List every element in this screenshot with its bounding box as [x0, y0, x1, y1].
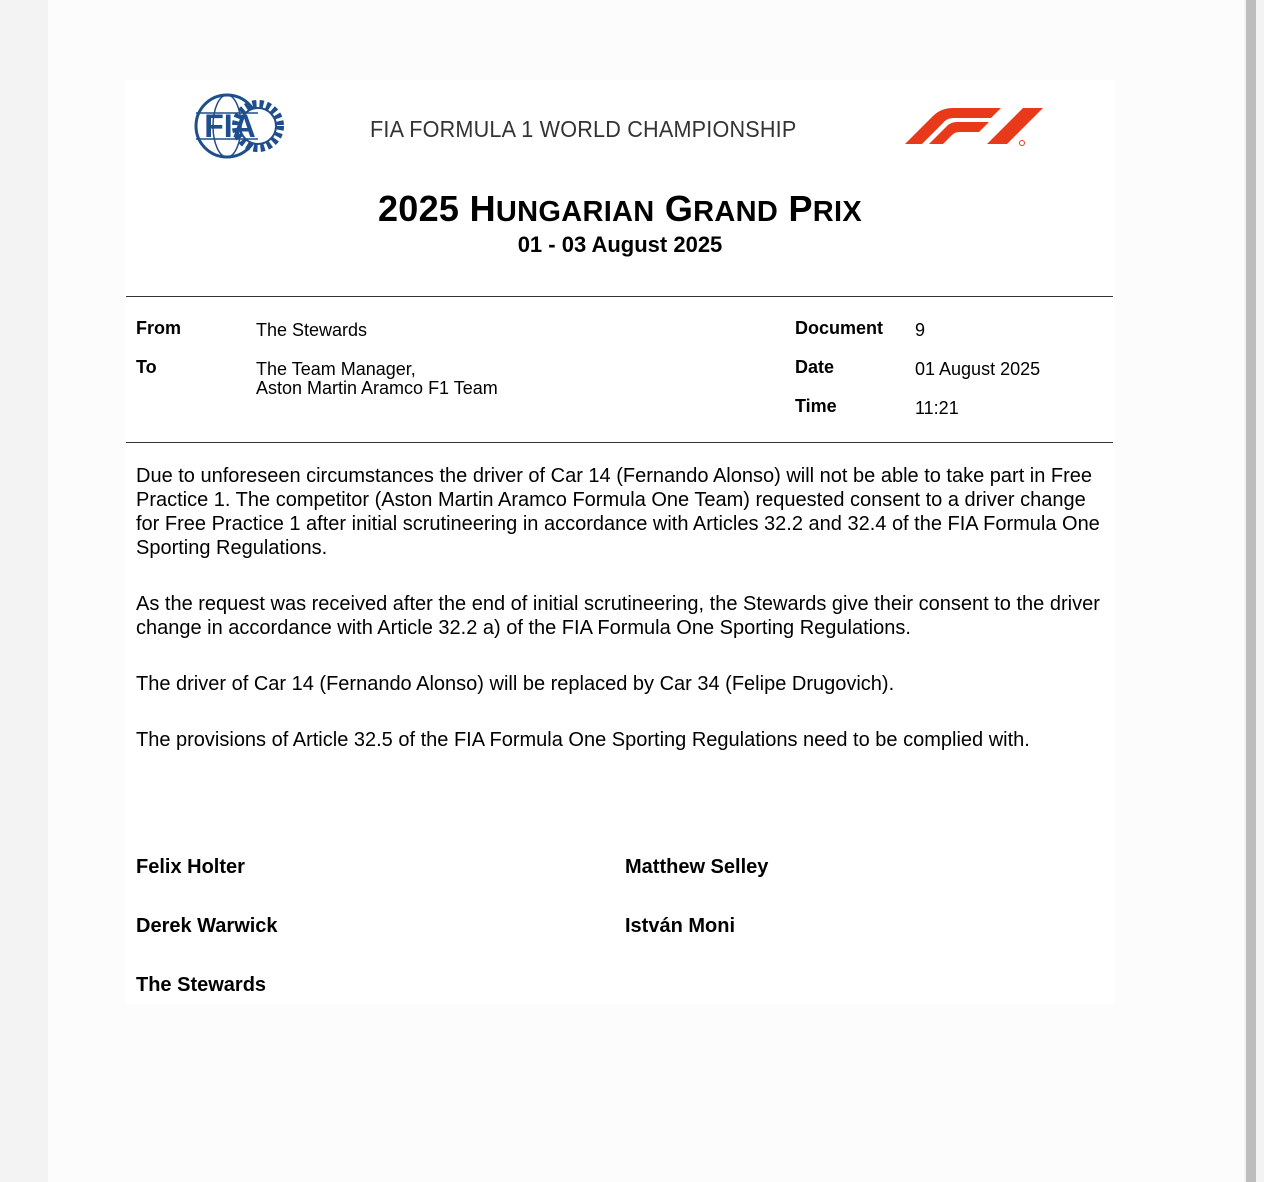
from-value: The Stewards	[256, 320, 368, 340]
scrollbar-thumb[interactable]	[1246, 0, 1256, 1182]
svg-text:FIA: FIA	[204, 108, 256, 144]
f1-logo	[905, 106, 1045, 146]
body-paragraph-1: Due to unforeseen circumstances the driver of Car 14 (Fernando Alonso) will not be able to take part in Free Practice 1. The competitor (Aston Martin Aramco Formula One Team) requested consent to a driver change for Free Practice 1 after initial scrutineering in accordance with Articles 32.2 and 32.4 of the FIA Formula One Sporting Regulations.	[136, 465, 1100, 559]
to-label: To	[136, 357, 157, 377]
body-paragraph-2: As the request was received after the end of initial scrutineering, the Stewards give their consent to the driver change in accordance with Article 32.2 a) of the FIA Formula One Sporting Regulations.	[136, 593, 1100, 639]
divider-bottom	[126, 442, 1113, 443]
signature-derek-warwick: Derek Warwick	[136, 915, 278, 937]
time-label: Time	[795, 396, 837, 416]
vertical-scrollbar[interactable]	[1246, 0, 1256, 1182]
time-value: 11:21	[915, 398, 959, 418]
date-label: Date	[795, 357, 835, 377]
signature-matthew-selley: Matthew Selley	[625, 856, 769, 878]
signature-istvan-moni: István Moni	[625, 915, 736, 937]
signature-felix-holter: Felix Holter	[136, 856, 245, 878]
body-paragraph-3: The driver of Car 14 (Fernando Alonso) will be replaced by Car 34 (Felipe Drugovich).	[136, 673, 895, 695]
date-value: 01 August 2025	[915, 359, 1041, 379]
event-dates: 01 - 03 August 2025	[517, 232, 723, 257]
to-value-line1: The Team Manager,	[256, 359, 416, 379]
from-label: From	[136, 318, 181, 338]
divider-top	[126, 296, 1113, 297]
championship-title: FIA FORMULA 1 WORLD CHAMPIONSHIP	[370, 116, 797, 142]
document-value: 9	[915, 320, 926, 340]
to-value-line2: Aston Martin Aramco F1 Team	[256, 378, 498, 398]
document-label: Document	[795, 318, 884, 338]
signature-the-stewards: The Stewards	[136, 974, 267, 996]
event-title: 2025 HUNGARIAN GRAND PRIX	[377, 188, 863, 229]
fia-logo	[194, 93, 290, 159]
body-paragraph-4: The provisions of Article 32.5 of the FIA Formula One Sporting Regulations need to be complied with.	[136, 729, 1030, 751]
